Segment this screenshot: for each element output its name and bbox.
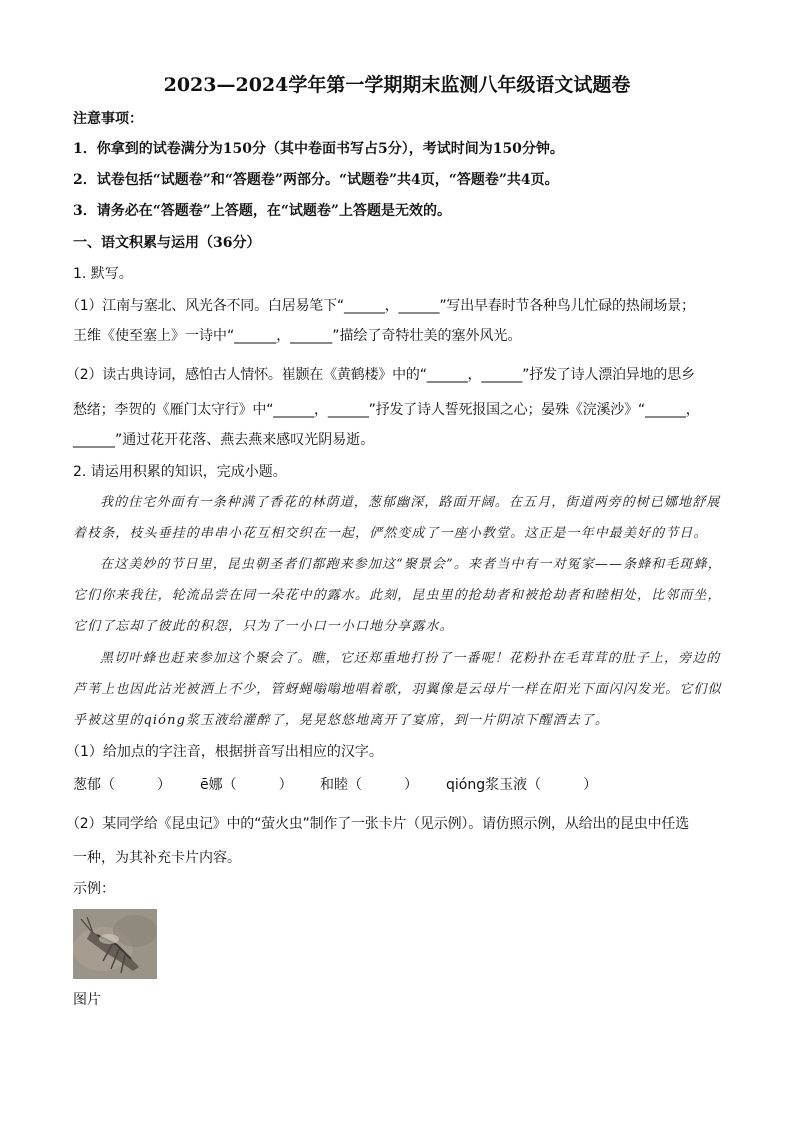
question-1-part-2-line-3: ______”通过花开花落、燕去燕来感叹光阴易逝。	[73, 432, 375, 448]
pinyin-item-3: 和睦（ ）	[320, 777, 418, 793]
notice-item-2: 2．试卷包括“试题卷”和“答题卷”两部分。“试题卷”共4页，“答题卷”共4页。	[73, 172, 559, 188]
section-heading: 一、语文积累与运用（36分）	[73, 235, 261, 251]
notice-item-1: 1．你拿到的试卷满分为150分（其中卷面书写占5分），考试时间为150分钟。	[73, 141, 564, 157]
passage-line-5: 它们了忘却了彼此的积怨，只为了一小口一小口地分享露水。	[73, 619, 454, 634]
passage-line-4: 它们你来我往，轮流品尝在同一朵花中的露水。此刻，昆虫里的抢劫者和被抢劫者和睦相处，比邻而坐，	[73, 588, 722, 603]
passage-line-2: 着枝条，枝头垂挂的串串小花互相交织在一起，俨然变成了一座小教堂。这正是一年中最美好的节日。	[73, 526, 708, 541]
question-2-sub-1: （1）给加点的字注音，根据拼音写出相应的汉字。	[66, 744, 383, 760]
question-1-part-2-line-1: （2）读古典诗词，感怕古人情怀。崔颢在《黄鹤楼》中的“______，______”抒发了诗人漂泊异地的思乡	[66, 367, 695, 383]
question-1-part-1-line-1: （1）江南与塞北、风光各不同。白居易笔下“______，______”写出早春时节各种鸟儿忙碌的热闹场景；	[66, 298, 695, 314]
question-1-part-2-line-2: 愁绪；李贺的《雁门太守行》中“______，______”抒发了诗人誓死报国之心；晏殊《浣溪沙》“______，	[73, 402, 700, 418]
passage-line-3: 在这美妙的节日里，昆虫朝圣者们都跑来参加这“聚景会”。来者当中有一对冤家——条蜂和毛斑蜂，	[100, 557, 722, 572]
passage-line-8: 乎被这里的qióng浆玉液给灌醉了，晃晃悠悠地离开了宴席，到一片阴凉下醒酒去了。	[73, 713, 610, 728]
question-2-label: 2. 请运用积累的知识，完成小题。	[73, 464, 287, 480]
question-1-part-1-line-2: 王维《使至塞上》一诗中“______，______”描绘了奇特壮美的塞外风光。	[73, 328, 522, 344]
pinyin-item-4: qióng浆玉液（ ）	[446, 777, 598, 793]
insect-photo-graphic	[73, 909, 157, 979]
passage-line-1: 我的住宅外面有一条种满了香花的林荫道，葱郁幽深，路面开阔。在五月，街道两旁的树已娜地舒展	[100, 495, 721, 510]
question-2-sub-2-line-1: （2）某同学给《昆虫记》中的“萤火虫”制作了一张卡片（见示例）。请仿照示例，从给出的昆虫中任选	[66, 816, 690, 832]
page-title: 2023—2024学年第一学期期末监测八年级语文试题卷	[163, 74, 631, 96]
passage-line-6: 黑切叶蜂也赶来参加这个聚会了。瞧，它还郑重地打扮了一番呢！花粉扑在毛茸茸的肚子上，旁边的	[100, 651, 721, 666]
question-2-sub-2-line-2: 一种，为其补充卡片内容。	[73, 850, 241, 866]
passage-line-7: 芦苇上也因此沾光被洒上不少，管蚜蝇嗡嗡地唱着歌，羽翼像是云母片一样在阳光下面闪闪发光。它们似	[73, 682, 722, 697]
pinyin-item-2: ē娜（ ）	[200, 777, 293, 793]
pinyin-item-1: 葱郁（ ）	[73, 777, 171, 793]
notice-heading: 注意事项：	[73, 111, 143, 127]
notice-item-3: 3．请务必在“答题卷”上答题，在“试题卷”上答题是无效的。	[73, 203, 451, 219]
question-1-label: 1. 默写。	[73, 266, 133, 282]
example-label: 示例：	[73, 881, 115, 897]
image-caption: 图片	[73, 992, 101, 1008]
insect-photo	[73, 909, 157, 979]
